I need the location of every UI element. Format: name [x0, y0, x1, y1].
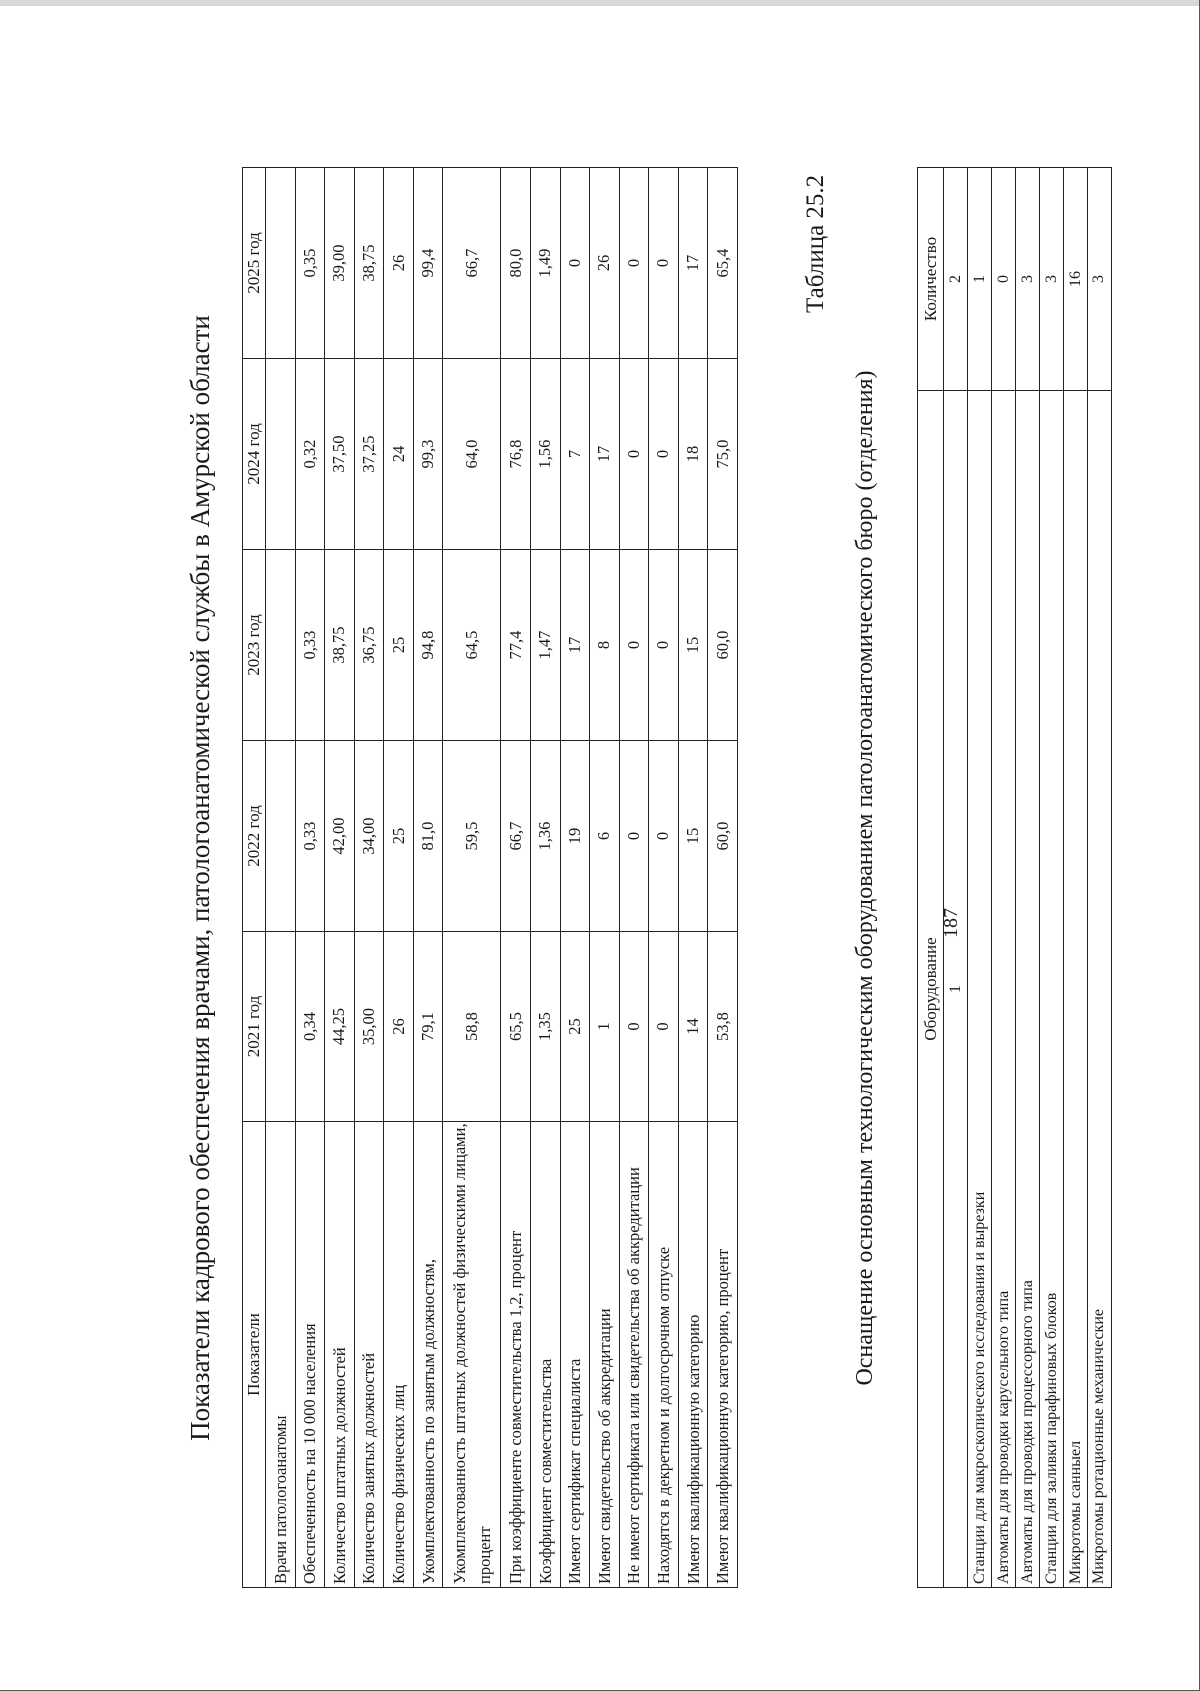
value-cell: 0 — [619, 359, 649, 550]
table-row — [530, 168, 560, 1588]
value-cell: 0 — [560, 168, 590, 359]
value-cell: 94,8 — [413, 550, 443, 741]
value-cell: 39,00 — [325, 168, 355, 359]
table-row — [1064, 168, 1088, 1588]
value-cell: 1,49 — [530, 168, 560, 359]
equipment-quantity: 1 — [968, 168, 992, 391]
value-cell: 65,4 — [708, 168, 738, 359]
value-cell: 25 — [560, 932, 590, 1122]
table-number-label: Таблица 25.2 — [802, 174, 829, 313]
header-equipment: Оборудование — [918, 391, 944, 1588]
value-cell: 24 — [384, 359, 414, 550]
value-cell: 38,75 — [325, 550, 355, 741]
table-row — [325, 168, 355, 1588]
value-cell: 0,34 — [295, 932, 325, 1122]
header-year: 2021 год — [243, 932, 266, 1122]
empty-cell — [266, 359, 296, 550]
row-label: Коэффициент совместительства — [530, 1122, 560, 1588]
column-index: 2 — [944, 168, 968, 391]
value-cell: 0 — [619, 741, 649, 932]
table-header-row — [243, 168, 266, 1588]
value-cell: 64,5 — [443, 550, 501, 741]
value-cell: 8 — [590, 550, 620, 741]
value-cell: 0,32 — [295, 359, 325, 550]
equipment-table — [917, 167, 1112, 1588]
page-number: 187 — [940, 908, 962, 938]
value-cell: 19 — [560, 741, 590, 932]
value-cell: 66,7 — [443, 168, 501, 359]
value-cell: 59,5 — [443, 741, 501, 932]
value-cell: 60,0 — [708, 741, 738, 932]
header-year: 2022 год — [243, 741, 266, 932]
value-cell: 26 — [384, 168, 414, 359]
row-label: Имеют квалификационную категорию — [678, 1122, 708, 1588]
row-label: При коэффициенте совместительства 1,2, процент — [501, 1122, 531, 1588]
rotated-content — [130, 168, 1190, 1588]
row-label: Имеют свидетельство об аккредитации — [590, 1122, 620, 1588]
scan-top-edge — [0, 0, 1200, 6]
value-cell: 0 — [649, 168, 679, 359]
table-row — [649, 168, 679, 1588]
value-cell: 1,56 — [530, 359, 560, 550]
value-cell: 0 — [649, 932, 679, 1122]
value-cell: 25 — [384, 741, 414, 932]
value-cell: 37,25 — [354, 359, 384, 550]
empty-cell — [266, 741, 296, 932]
value-cell: 26 — [384, 932, 414, 1122]
value-cell: 1 — [590, 932, 620, 1122]
value-cell: 7 — [560, 359, 590, 550]
value-cell: 79,1 — [413, 932, 443, 1122]
value-cell: 35,00 — [354, 932, 384, 1122]
equipment-quantity: 3 — [1087, 168, 1111, 391]
value-cell: 64,0 — [443, 359, 501, 550]
value-cell: 99,3 — [413, 359, 443, 550]
equipment-quantity: 16 — [1064, 168, 1088, 391]
value-cell: 0,33 — [295, 741, 325, 932]
table-row — [560, 168, 590, 1588]
value-cell: 60,0 — [708, 550, 738, 741]
value-cell: 34,00 — [354, 741, 384, 932]
table-row — [1087, 168, 1111, 1588]
table-row — [413, 168, 443, 1588]
value-cell: 18 — [678, 359, 708, 550]
equipment-name: Автоматы для проводки карусельного типа — [992, 391, 1016, 1588]
value-cell: 58,8 — [443, 932, 501, 1122]
value-cell: 6 — [590, 741, 620, 932]
column-index-row — [944, 168, 968, 1588]
row-label: Находятся в декретном и долгосрочном отпуске — [649, 1122, 679, 1588]
table-header-row — [918, 168, 944, 1588]
header-year: 2024 год — [243, 359, 266, 550]
value-cell: 1,47 — [530, 550, 560, 741]
equipment-quantity: 0 — [992, 168, 1016, 391]
value-cell: 0 — [619, 932, 649, 1122]
table-row — [678, 168, 708, 1588]
table-row — [384, 168, 414, 1588]
table-row — [968, 168, 992, 1588]
header-indicators: Показатели — [243, 1122, 266, 1588]
value-cell: 0 — [619, 168, 649, 359]
value-cell: 1,35 — [530, 932, 560, 1122]
value-cell: 17 — [678, 168, 708, 359]
equipment-quantity: 3 — [1016, 168, 1040, 391]
staffing-indicators-table — [242, 167, 738, 1588]
header-year: 2025 год — [243, 168, 266, 359]
table-row — [1040, 168, 1064, 1588]
header-year: 2023 год — [243, 550, 266, 741]
empty-cell — [266, 932, 296, 1122]
row-label: Имеют сертификат специалиста — [560, 1122, 590, 1588]
value-cell: 0,35 — [295, 168, 325, 359]
value-cell: 99,4 — [413, 168, 443, 359]
row-label: Не имеют сертификата или свидетельства об аккредитации — [619, 1122, 649, 1588]
value-cell: 15 — [678, 741, 708, 932]
equipment-name: Автоматы для проводки процессорного типа — [1016, 391, 1040, 1588]
empty-cell — [266, 550, 296, 741]
equipment-name: Станции для макроскопического исследования и вырезки — [968, 391, 992, 1588]
equipment-quantity: 3 — [1040, 168, 1064, 391]
table-row — [354, 168, 384, 1588]
value-cell: 36,75 — [354, 550, 384, 741]
equipment-name: Станции для заливки парафиновых блоков — [1040, 391, 1064, 1588]
value-cell: 77,4 — [501, 550, 531, 741]
group-row — [266, 168, 296, 1588]
table-row — [619, 168, 649, 1588]
value-cell: 0 — [649, 550, 679, 741]
main-title: Показатели кадрового обеспечения врачами, патологоанатомической службы в Амурской области — [185, 315, 215, 1441]
value-cell: 53,8 — [708, 932, 738, 1122]
value-cell: 26 — [590, 168, 620, 359]
row-label: Количество штатных должностей — [325, 1122, 355, 1588]
value-cell: 17 — [560, 550, 590, 741]
equipment-name: Микротомы ротационные механические — [1087, 391, 1111, 1588]
group-label: Врачи патологоанатомы — [266, 1122, 296, 1588]
empty-cell — [266, 168, 296, 359]
value-cell: 0 — [649, 741, 679, 932]
value-cell: 0 — [619, 550, 649, 741]
value-cell: 15 — [678, 550, 708, 741]
row-label: Имеют квалификационную категорию, процент — [708, 1122, 738, 1588]
value-cell: 65,5 — [501, 932, 531, 1122]
value-cell: 1,36 — [530, 741, 560, 932]
value-cell: 37,50 — [325, 359, 355, 550]
value-cell: 17 — [590, 359, 620, 550]
row-label: Количество занятых должностей — [354, 1122, 384, 1588]
table-row — [1016, 168, 1040, 1588]
row-label: Укомплектованность штатных должностей физическими лицами, процент — [443, 1122, 501, 1588]
value-cell: 66,7 — [501, 741, 531, 932]
table-row — [992, 168, 1016, 1588]
value-cell: 0 — [649, 359, 679, 550]
table-row — [708, 168, 738, 1588]
value-cell: 14 — [678, 932, 708, 1122]
value-cell: 81,0 — [413, 741, 443, 932]
header-quantity: Количество — [918, 168, 944, 391]
table-row — [443, 168, 501, 1588]
equipment-name: Микротомы санныел — [1064, 391, 1088, 1588]
row-label: Количество физических лиц — [384, 1122, 414, 1588]
value-cell: 25 — [384, 550, 414, 741]
table-row — [590, 168, 620, 1588]
row-label: Обеспеченность на 10 000 населения — [295, 1122, 325, 1588]
value-cell: 38,75 — [354, 168, 384, 359]
value-cell: 76,8 — [501, 359, 531, 550]
table-row — [295, 168, 325, 1588]
value-cell: 80,0 — [501, 168, 531, 359]
row-label: Укомплектованность по занятым должностям, — [413, 1122, 443, 1588]
value-cell: 75,0 — [708, 359, 738, 550]
equipment-title: Оснащение основным технологическим оборудованием патологоанатомического бюро (отделения) — [852, 370, 878, 1386]
column-index: 1 — [944, 391, 968, 1588]
table-row — [501, 168, 531, 1588]
value-cell: 44,25 — [325, 932, 355, 1122]
value-cell: 0,33 — [295, 550, 325, 741]
value-cell: 42,00 — [325, 741, 355, 932]
